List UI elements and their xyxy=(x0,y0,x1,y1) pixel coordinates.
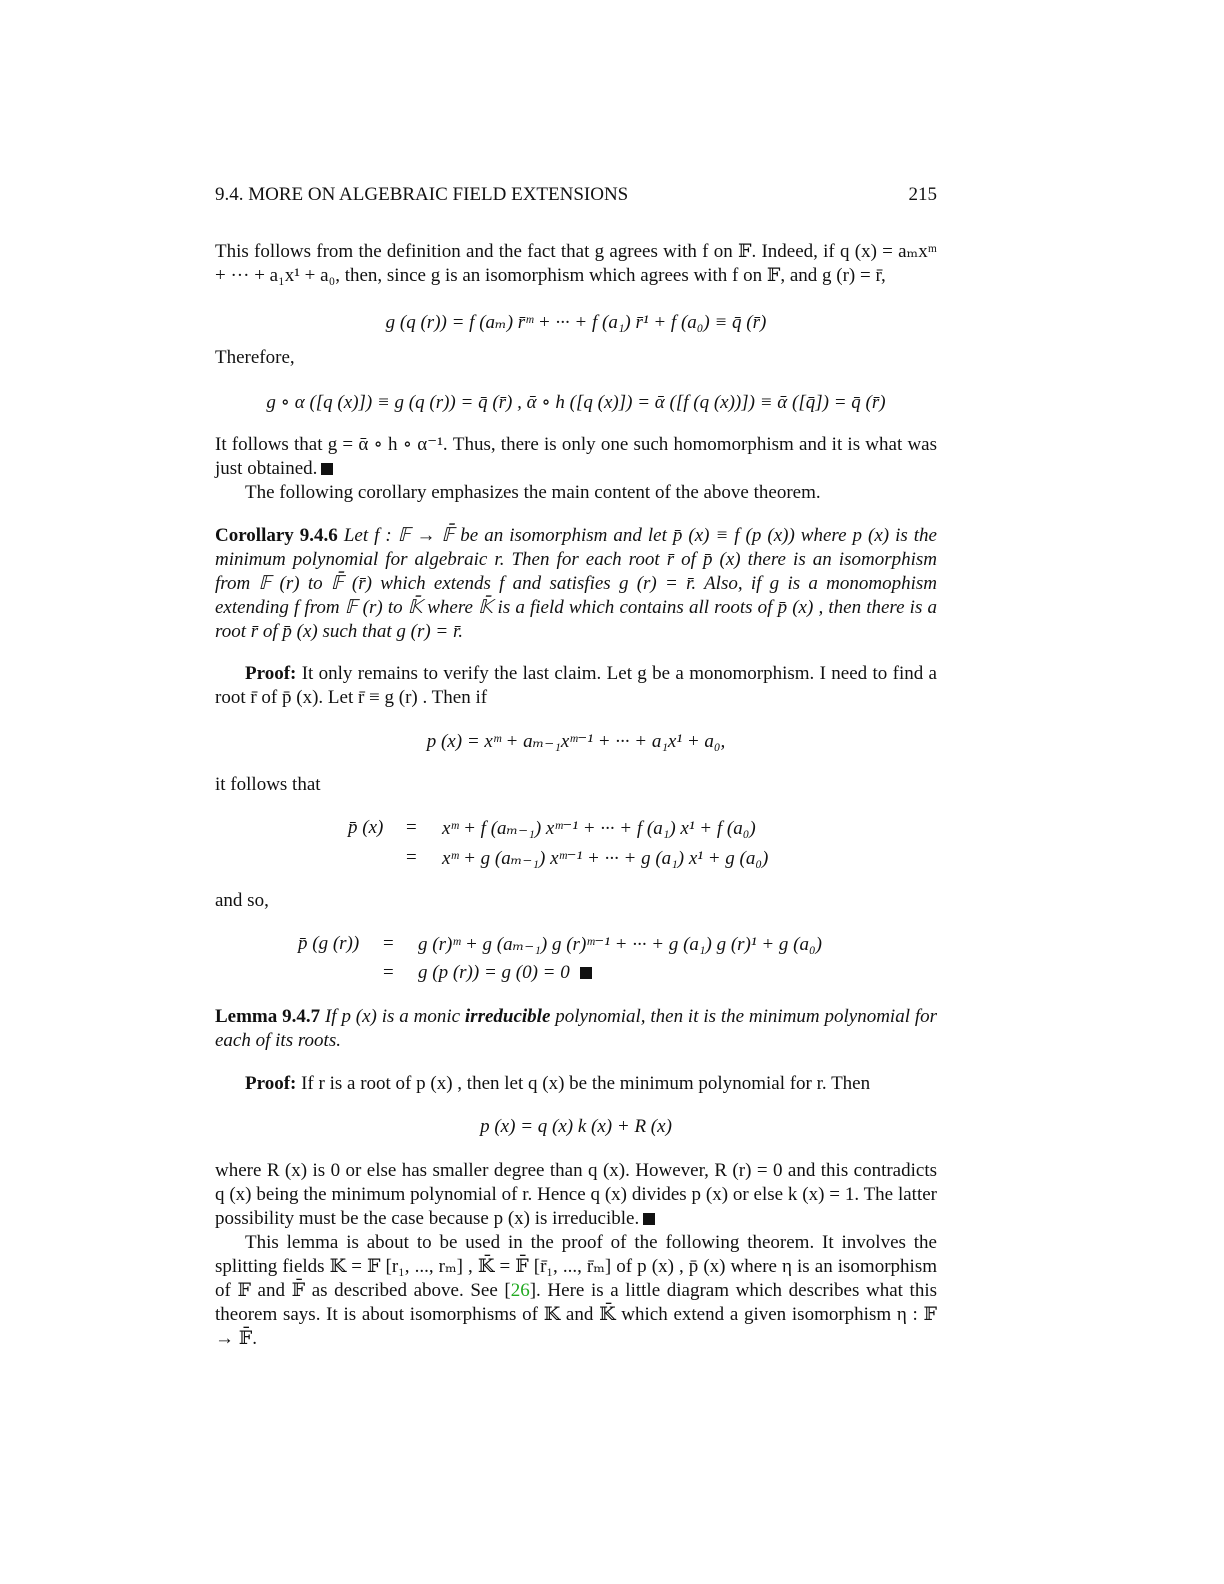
equation-5-lhs: p̄ (g (r)) xyxy=(298,933,360,954)
lemma-post: polynomial, then it is the minimum polynomial for each of its roots. xyxy=(215,1006,938,1051)
equation-4-eq1: = xyxy=(406,817,417,838)
proof-1-label: Proof: xyxy=(245,663,297,684)
proof-2-text: If r is a root of p (x) , then let q (x) be the minimum polynomial for r. Then xyxy=(301,1073,871,1094)
paragraph-2 xyxy=(215,433,937,481)
andso-text: and so, xyxy=(215,890,269,911)
page-number: 215 xyxy=(908,184,937,205)
corollary-label: Corollary 9.4.6 xyxy=(215,525,338,546)
qed-icon xyxy=(643,1213,655,1225)
equation-4-eq2: = xyxy=(406,847,417,868)
paragraph-4 xyxy=(215,1159,937,1231)
corollary-text: Let f : 𝔽 → 𝔽̄ be an isomorphism and let p̄ (x) ≡ f (p (x)) where p (x) is the minimum polynomial for algebraic r. Then for each root r̄ of p̄ (x) there is an isomorphism from 𝔽 (r) to 𝔽̄ (r̄) which extends f and satisfies g (r) = r̄. Also, if g is a monomophism extending f from 𝔽 (r) to 𝕂̄ where 𝕂̄ is a field which contains all roots of p̄ (x) , then there is a root r̄ of p̄ (x) such that g (r) = r̄. xyxy=(215,525,937,642)
equation-5-row-1: g (r)ᵐ + g (aₘ₋₁) g (r)ᵐ⁻¹ + ··· + g (a₁) g (r)¹ + g (a₀) xyxy=(418,934,822,955)
qed-icon xyxy=(321,463,333,475)
equation-6: p (x) = q (x) k (x) + R (x) xyxy=(480,1116,672,1137)
citation-link[interactable]: 26 xyxy=(510,1280,530,1301)
qed-icon xyxy=(580,967,592,979)
running-head xyxy=(215,184,937,206)
paragraph-3: The following corollary emphasizes the main content of the above theorem. xyxy=(245,482,821,503)
paragraph-5-pre: This lemma is about to be used in the proof of the following theorem. It involves the splitting fields 𝕂 = 𝔽 [r₁, ..., rₘ] , 𝕂̄ = 𝔽̄ [r̄₁, ..., r̄ₘ] of p (x) , p̄ (x) where η is an isomorphism of 𝔽 and 𝔽̄ as described above. See [ xyxy=(215,1232,937,1301)
lemma-label: Lemma 9.4.7 xyxy=(215,1006,321,1027)
corollary xyxy=(215,524,937,644)
paragraph-5 xyxy=(215,1231,937,1351)
equation-5-eq1: = xyxy=(383,933,394,954)
equation-2: g ∘ α ([q (x)]) ≡ g (q (r)) = q̄ (r̄) , ᾱ ∘ h ([q (x)]) = ᾱ ([f (q (x))]) ≡ ᾱ ([q̄]) = q̄ (r̄) xyxy=(266,392,886,413)
equation-5-eq2: = xyxy=(383,962,394,983)
lemma xyxy=(215,1005,937,1053)
proof-1 xyxy=(215,662,937,710)
therefore-text: Therefore, xyxy=(215,347,295,368)
paragraph-5-post: ]. Here is a little diagram which describes what this theorem says. It is about isomorphisms of 𝕂 and 𝕂̄ which extend a given isomorphism η : 𝔽 → 𝔽̄. xyxy=(215,1280,937,1349)
lemma-pre: If p (x) is a monic xyxy=(324,1006,461,1027)
follows-text: it follows that xyxy=(215,774,321,795)
paragraph-1: This follows from the definition and the fact that g agrees with f on 𝔽. Indeed, if q (x) = aₘxᵐ + ··· + a₁x¹ + a₀, then, since g is an isomorphism which agrees with f on 𝔽, and g (r) = r̄, xyxy=(215,241,937,286)
equation-4-lhs: p̄ (x) xyxy=(348,817,384,838)
proof-1-text: It only remains to verify the last claim. Let g be a monomorphism. I need to find a root r̄ of p̄ (x). Let r̄ ≡ g (r) . Then if xyxy=(215,663,937,708)
proof-2-label: Proof: xyxy=(245,1073,297,1094)
paragraph-4-text: where R (x) is 0 or else has smaller degree than q (x). However, R (r) = 0 and this contradicts q (x) being the minimum polynomial of r. Hence q (x) divides p (x) or else k (x) = 1. The latter possibility must be the case because p (x) is irreducible. xyxy=(215,1160,937,1229)
lemma-bold: irreducible xyxy=(464,1006,551,1027)
equation-5-row-2 xyxy=(418,962,592,984)
equation-3: p (x) = xᵐ + aₘ₋₁xᵐ⁻¹ + ··· + a₁x¹ + a₀, xyxy=(426,731,726,752)
proof-2 xyxy=(215,1072,937,1096)
equation-5-row-2-text: g (p (r)) = g (0) = 0 xyxy=(418,962,570,983)
paragraph-2-text: It follows that g = ᾱ ∘ h ∘ α⁻¹. Thus, there is only one such homomorphism and it is what was just obtained. xyxy=(215,434,937,479)
equation-4-row-2: xᵐ + g (aₘ₋₁) xᵐ⁻¹ + ··· + g (a₁) x¹ + g (a₀) xyxy=(442,848,769,869)
equation-4-row-1: xᵐ + f (aₘ₋₁) xᵐ⁻¹ + ··· + f (a₁) x¹ + f (a₀) xyxy=(442,818,756,839)
equation-1: g (q (r)) = f (aₘ) r̄ᵐ + ··· + f (a₁) r̄¹ + f (a₀) ≡ q̄ (r̄) xyxy=(385,312,767,333)
section-title: 9.4. MORE ON ALGEBRAIC FIELD EXTENSIONS xyxy=(215,184,629,205)
